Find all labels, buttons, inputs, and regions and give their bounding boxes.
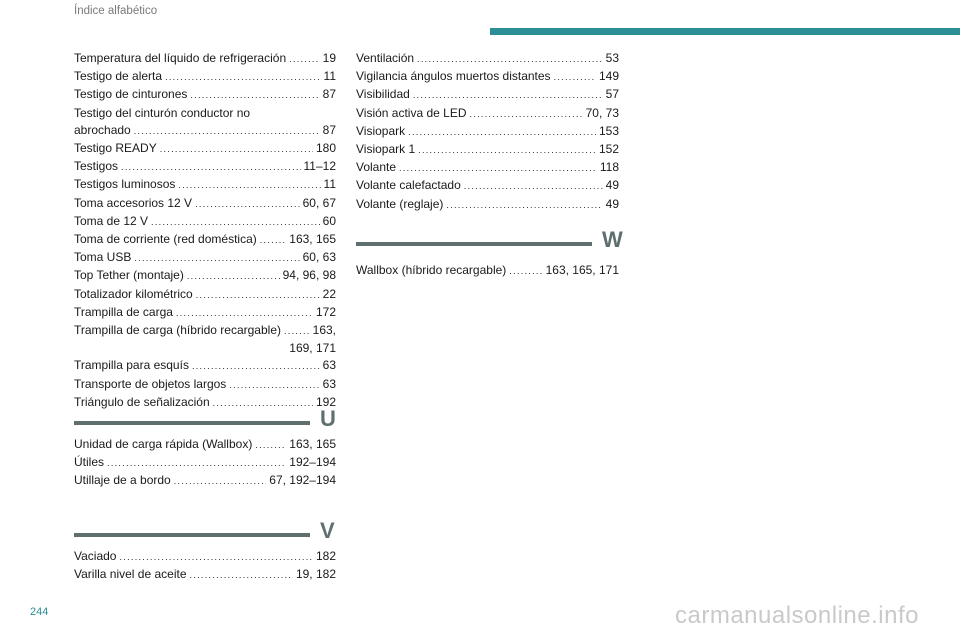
index-entry-pages: 60	[322, 213, 336, 228]
dot-leader	[119, 548, 312, 566]
index-entry	[74, 357, 336, 375]
dot-leader	[151, 213, 320, 231]
index-list-w	[356, 262, 619, 280]
section-letter-u: U	[320, 406, 336, 431]
index-entry-term: Trampilla de carga	[74, 304, 173, 319]
index-entry-pages: 49	[605, 196, 619, 211]
index-entry	[356, 262, 619, 280]
index-entry-term: Testigos	[74, 159, 119, 174]
dot-leader	[195, 195, 300, 213]
index-list-v-cont	[356, 50, 619, 214]
index-entry-term: Trampilla de carga (híbrido recargable)	[74, 323, 281, 338]
index-entry	[74, 249, 336, 267]
index-entry	[356, 141, 619, 159]
index-entry-term: Visibilidad	[356, 87, 410, 102]
index-entry-pages: 60, 63	[302, 250, 336, 265]
index-entry-pages: 60, 67	[302, 195, 336, 210]
dot-leader	[134, 122, 320, 140]
index-entry	[356, 123, 619, 141]
index-entry-pages: 70, 73	[585, 105, 619, 120]
index-entry-pages: 163,	[312, 323, 336, 338]
index-entry	[74, 472, 336, 490]
index-list-t	[74, 50, 336, 412]
index-entry	[74, 158, 336, 176]
index-entry-term: Testigos luminosos	[74, 177, 176, 192]
index-entry-term: Varilla nivel de aceite	[74, 567, 187, 582]
index-entry	[74, 454, 336, 472]
dot-leader	[260, 231, 287, 249]
index-entry-pages: 57	[605, 87, 619, 102]
index-entry: Testigo del cinturón conductor no	[74, 105, 251, 120]
index-entry-pages: 153	[598, 123, 619, 138]
index-entry-term: Vaciado	[74, 549, 117, 563]
index-entry-pages: 19, 182	[295, 567, 336, 582]
dot-leader	[408, 123, 596, 141]
dot-leader	[509, 262, 542, 280]
dot-leader	[176, 304, 313, 322]
index-entry	[74, 267, 336, 285]
index-column-right	[356, 50, 619, 214]
dot-leader	[190, 86, 319, 104]
index-entry	[74, 548, 336, 566]
index-list-v	[74, 548, 336, 584]
index-entry-pages: 118	[599, 160, 619, 175]
index-entry-term: Ventilación	[356, 51, 415, 65]
index-entry	[74, 286, 336, 304]
index-entry-continuation: 169, 171	[289, 341, 336, 356]
page-number: 244	[30, 606, 49, 618]
index-entry	[74, 304, 336, 322]
index-entry	[74, 86, 336, 104]
index-entry-term: abrochado	[74, 122, 131, 137]
index-entry	[356, 86, 619, 104]
dot-leader	[399, 159, 597, 177]
dot-leader	[289, 50, 320, 68]
dot-leader	[190, 566, 293, 584]
index-entry	[74, 50, 336, 68]
index-entry-pages: 182	[315, 549, 336, 563]
index-entry-pages: 63	[322, 358, 336, 373]
index-entry-term: Toma USB	[74, 250, 132, 265]
section-rule	[356, 242, 592, 246]
index-entry-term: Toma accesorios 12 V	[74, 195, 193, 210]
watermark: carmanualsonline.info	[675, 602, 919, 629]
index-entry-term: Trampilla para esquís	[74, 358, 189, 373]
index-entry	[74, 213, 336, 231]
index-entry-pages: 11	[323, 69, 336, 84]
index-entry-pages: 152	[598, 142, 619, 157]
index-entry-pages: 11	[323, 177, 336, 192]
dot-leader	[464, 177, 603, 195]
index-entry-term: Wallbox (híbrido recargable)	[356, 263, 507, 277]
index-entry-term: Temperatura del líquido de refrigeración	[74, 51, 287, 65]
section-header-w	[356, 229, 623, 251]
index-entry	[74, 195, 336, 213]
dot-leader	[255, 436, 286, 454]
index-entry-pages: 163, 165, 171	[545, 263, 619, 277]
dot-leader	[165, 68, 320, 86]
dot-leader	[229, 376, 319, 394]
index-entry-pages: 11–12	[303, 159, 336, 174]
index-entry	[74, 376, 336, 394]
index-entry-term: Totalizador kilométrico	[74, 286, 193, 301]
section-rule	[74, 533, 310, 537]
section-header-v	[74, 520, 335, 542]
dot-leader	[196, 286, 320, 304]
dot-leader	[174, 472, 267, 490]
index-entry-pages: 53	[605, 51, 619, 65]
dot-leader	[134, 249, 299, 267]
index-entry	[356, 105, 619, 123]
index-entry-pages: 163, 165	[289, 437, 336, 451]
index-entry-pages: 172	[315, 304, 336, 319]
dot-leader	[554, 68, 596, 86]
index-entry-term: Volante (reglaje)	[356, 196, 444, 211]
index-entry	[74, 322, 336, 340]
index-entry	[74, 68, 336, 86]
index-entry-term: Testigo READY	[74, 141, 157, 156]
index-entry-term: Toma de 12 V	[74, 213, 149, 228]
index-entry-term: Volante	[356, 160, 397, 175]
dot-leader	[121, 158, 300, 176]
index-entry	[74, 122, 336, 140]
dot-leader	[446, 196, 602, 214]
index-entry-pages: 22	[322, 286, 336, 301]
index-entry-pages: 192	[315, 394, 336, 409]
section-rule	[74, 421, 310, 425]
index-entry-term: Visiopark	[356, 123, 406, 138]
index-entry-pages: 87	[322, 122, 336, 137]
dot-leader	[418, 141, 596, 159]
index-entry-term: Volante calefactado	[356, 178, 461, 193]
dot-leader	[160, 140, 313, 158]
header-accent-bar	[490, 28, 960, 35]
index-entry-term: Visión activa de LED	[356, 105, 467, 120]
index-list-u	[74, 436, 336, 491]
index-column-left	[74, 50, 336, 412]
index-entry-pages: 192–194	[289, 455, 336, 470]
index-entry-pages: 67, 192–194	[269, 473, 336, 488]
index-entry-term: Toma de corriente (red doméstica)	[74, 232, 257, 247]
page-header-title: Índice alfabético	[74, 5, 158, 17]
index-entry-pages: 63	[322, 376, 336, 391]
index-entry-pages: 163, 165	[289, 232, 336, 247]
index-entry	[74, 176, 336, 194]
section-letter-v: V	[320, 518, 335, 543]
dot-leader	[107, 454, 286, 472]
dot-leader	[413, 86, 603, 104]
index-entry-term: Útiles	[74, 455, 105, 470]
index-entry-term: Transporte de objetos largos	[74, 376, 227, 391]
index-entry	[356, 68, 619, 86]
index-entry-term: Top Tether (montaje)	[74, 268, 184, 283]
index-entry	[356, 196, 619, 214]
index-entry-pages: 49	[605, 178, 619, 193]
index-entry	[356, 50, 619, 68]
index-entry	[74, 231, 336, 249]
index-entry	[74, 140, 336, 158]
index-entry-term: Unidad de carga rápida (Wallbox)	[74, 437, 253, 451]
index-entry-pages: 19	[322, 51, 336, 65]
dot-leader	[192, 357, 320, 375]
index-entry-term: Testigo de alerta	[74, 69, 163, 84]
index-entry-term: Visiopark 1	[356, 142, 416, 157]
index-entry	[74, 566, 336, 584]
index-entry	[356, 159, 619, 177]
section-header-u	[74, 408, 336, 430]
dot-leader	[470, 105, 583, 123]
index-entry-pages: 180	[315, 141, 336, 156]
index-entry-pages: 149	[598, 69, 619, 84]
index-entry-term: Vigilancia ángulos muertos distantes	[356, 69, 551, 84]
section-letter-w: W	[602, 227, 623, 252]
dot-leader	[417, 50, 603, 68]
dot-leader	[284, 322, 310, 340]
dot-leader	[178, 176, 320, 194]
index-entry	[356, 177, 619, 195]
index-entry-term: Triángulo de señalización	[74, 394, 210, 409]
index-entry-pages: 94, 96, 98	[282, 268, 336, 283]
index-entry	[74, 436, 336, 454]
index-entry-pages: 87	[322, 87, 336, 102]
index-entry-term: Utillaje de a bordo	[74, 473, 171, 488]
index-entry-term: Testigo de cinturones	[74, 87, 188, 102]
dot-leader	[187, 267, 280, 285]
